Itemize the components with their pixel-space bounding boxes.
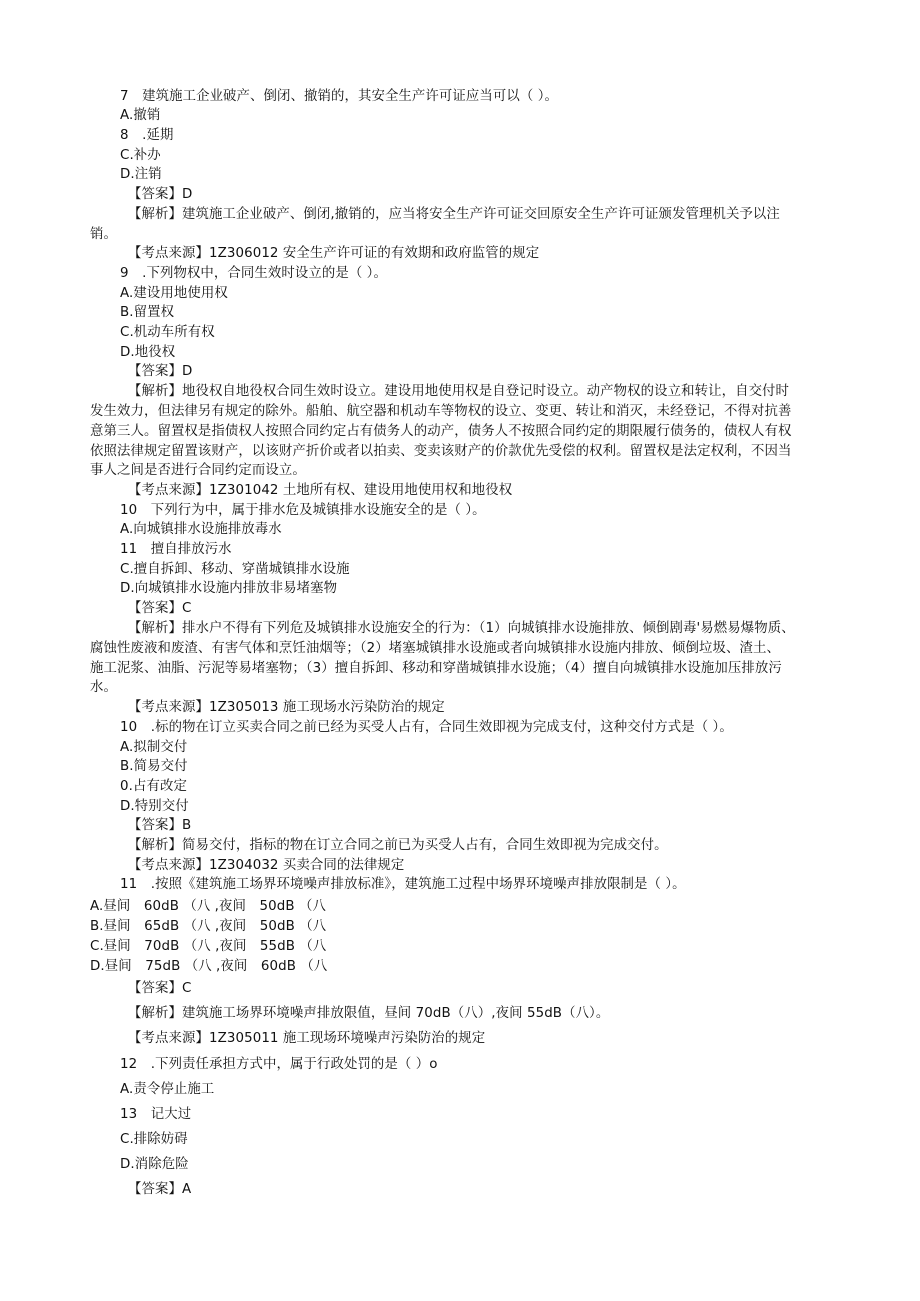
question-9-explanation-4: 依照法律规定留置该财产，以该财产折价或者以拍卖、变卖该财产的价款优先受偿的权利。留置权是法定权利，不因当 bbox=[90, 444, 792, 459]
question-11-stem: 11 .按照《建筑施工场界环境噪声排放标准》，建筑施工过程中场界环境噪声排放限制是（ ）。 bbox=[120, 877, 686, 892]
question-9-source: 【考点来源】1Z301042 土地所有权、建设用地使用权和地役权 bbox=[128, 483, 513, 498]
question-10b-option-b: B.简易交付 bbox=[120, 759, 188, 774]
question-9-explanation-1: 【解析】地役权自地役权合同生效时设立。建设用地使用权是自登记时设立。动产物权的设立和转让，自交付时 bbox=[128, 384, 790, 399]
question-7-answer: 【答案】D bbox=[128, 187, 193, 202]
question-10-explanation-1: 【解析】排水户不得有下列危及城镇排水设施安全的行为：（1）向城镇排水设施排放、倾倒剧毒'易燃易爆物质、 bbox=[128, 621, 795, 636]
question-12-option-b: 13 记大过 bbox=[120, 1107, 192, 1122]
question-12-option-c: C.排除妨碍 bbox=[120, 1132, 188, 1147]
question-10-option-b: 11 擅自排放污水 bbox=[120, 542, 232, 557]
question-7-source: 【考点来源】1Z306012 安全生产许可证的有效期和政府监管的规定 bbox=[128, 246, 540, 261]
question-10b-option-a: A.拟制交付 bbox=[120, 740, 188, 755]
question-10-answer: 【答案】C bbox=[128, 601, 192, 616]
question-10-stem: 10 下列行为中，属于排水危及城镇排水设施安全的是（ ）。 bbox=[120, 503, 486, 518]
question-10b-option-c: 0.占有改定 bbox=[120, 779, 187, 794]
question-10-explanation-4: 水。 bbox=[90, 680, 117, 695]
question-11-answer: 【答案】C bbox=[128, 981, 192, 996]
question-11-option-c: C.昼间 70dB （八 ,夜间 55dB （八 bbox=[90, 939, 327, 954]
question-9-stem: 9 .下列物权中，合同生效时设立的是（ ）。 bbox=[120, 266, 387, 281]
question-9-answer: 【答案】D bbox=[128, 364, 193, 379]
question-10-option-c: C.擅自拆卸、移动、穿凿城镇排水设施 bbox=[120, 562, 350, 577]
question-9-option-b: B.留置权 bbox=[120, 305, 175, 320]
question-10b-option-d: D.特别交付 bbox=[120, 799, 189, 814]
question-9-option-c: C.机动车所有权 bbox=[120, 325, 215, 340]
question-9-explanation-2: 发生效力，但法律另有规定的除外。船舶、航空器和机动车等物权的设立、变更、转让和消灭，未经登记，不得对抗善 bbox=[90, 404, 792, 419]
question-11-explanation: 【解析】建筑施工场界环境噪声排放限值，昼间 70dB（八）,夜间 55dB（八）。 bbox=[128, 1006, 610, 1021]
question-10b-answer: 【答案】B bbox=[128, 818, 192, 833]
question-10b-stem: 10 .标的物在订立买卖合同之前已经为买受人占有，合同生效即视为完成支付，这种交付方式是（ ）。 bbox=[120, 720, 733, 735]
question-9-explanation-5: 事人之间是否进行合同约定而设立。 bbox=[90, 463, 306, 478]
question-10b-source: 【考点来源】1Z304032 买卖合同的法律规定 bbox=[128, 858, 405, 873]
question-10-explanation-3: 施工泥浆、油脂、污泥等易堵塞物；（3）擅自拆卸、移动和穿凿城镇排水设施；（4）擅自向城镇排水设施加压排放污 bbox=[90, 661, 782, 676]
question-12-stem: 12 .下列责任承担方式中，属于行政处罚的是（ ）o bbox=[120, 1057, 438, 1072]
question-7-option-a: A.撤销 bbox=[120, 108, 161, 123]
question-7-option-c: C.补办 bbox=[120, 148, 161, 163]
question-7-option-b: 8 .延期 bbox=[120, 128, 174, 143]
question-7-explanation: 【解析】建筑施工企业破产、倒闭,撤销的，应当将安全生产许可证交回原安全生产许可证颁发管理机关予以注 bbox=[128, 207, 780, 222]
question-10-option-a: A.向城镇排水设施排放毒水 bbox=[120, 522, 282, 537]
question-11-option-a: A.昼间 60dB （八 ,夜间 50dB （八 bbox=[90, 899, 326, 914]
question-11-source: 【考点来源】1Z305011 施工现场环境噪声污染防治的规定 bbox=[128, 1031, 486, 1046]
question-9-option-d: D.地役权 bbox=[120, 345, 176, 360]
question-11-option-b: B.昼间 65dB （八 ,夜间 50dB （八 bbox=[90, 919, 327, 934]
question-9-explanation-3: 意第三人。留置权是指债权人按照合同约定占有债务人的动产，债务人不按照合同约定的期限履行债务的，债权人有权 bbox=[90, 424, 792, 439]
question-10b-explanation: 【解析】简易交付，指标的物在订立合同之前已为买受人占有，合同生效即视为完成交付。 bbox=[128, 838, 668, 853]
question-12-answer: 【答案】A bbox=[128, 1182, 192, 1197]
question-7-explanation-cont: 销。 bbox=[90, 227, 117, 242]
question-12-option-a: A.责令停止施工 bbox=[120, 1082, 215, 1097]
question-9-option-a: A.建设用地使用权 bbox=[120, 286, 228, 301]
question-10-source: 【考点来源】1Z305013 施工现场水污染防治的规定 bbox=[128, 700, 445, 715]
question-11-option-d: D.昼间 75dB （八 ,夜间 60dB （八 bbox=[90, 959, 328, 974]
question-12-option-d: D.消除危险 bbox=[120, 1157, 189, 1172]
question-10-explanation-2: 腐蚀性废液和废渣、有害气体和烹饪油烟等；（2）堵塞城镇排水设施或者向城镇排水设施内排放、倾倒垃圾、渣土、 bbox=[90, 641, 780, 656]
question-10-option-d: D.向城镇排水设施内排放非易堵塞物 bbox=[120, 581, 338, 596]
question-7-stem: 7 建筑施工企业破产、倒闭、撤销的，其安全生产许可证应当可以（ ）。 bbox=[120, 89, 558, 104]
question-7-option-d: D.注销 bbox=[120, 167, 162, 182]
